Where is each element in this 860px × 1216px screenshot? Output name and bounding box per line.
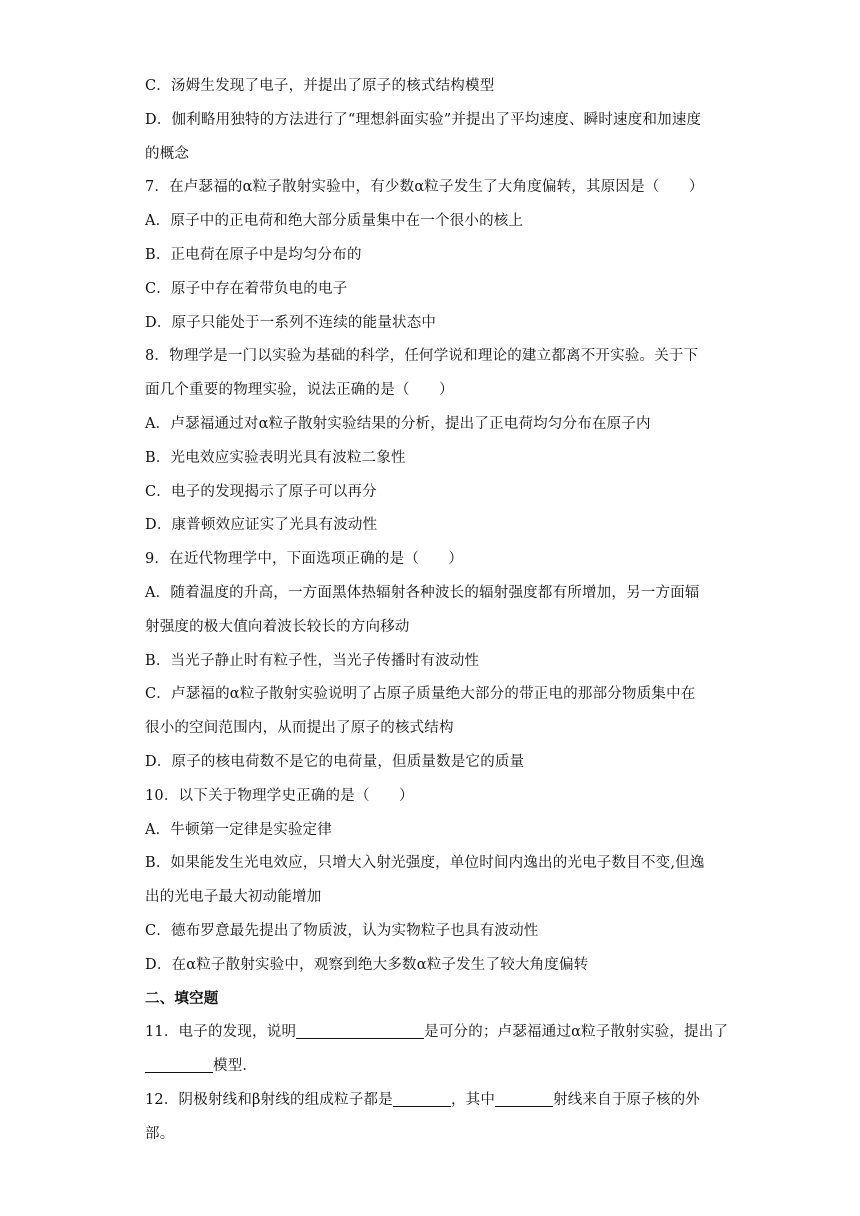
text-line-q8d: D．康普顿效应证实了光具有波动性 [145,517,378,534]
question-11-line-2 [145,1050,720,1084]
answer-blank[interactable] [296,1021,424,1039]
document-page [145,70,729,1152]
text-line-q9a-1: A．随着温度的升高，一方面黑体热辐射各种波长的辐射强度都有所增加，另一方面辐 [145,584,700,601]
text-line-q10d: D．在α粒子散射实验中，观察到绝大多数α粒子发生了较大角度偏转 [145,956,589,973]
text-line-q10b-2: 出的光电子最大初动能增加 [145,889,322,906]
section-title: 二、填空题 [145,990,219,1007]
text-line-q8-2: 面几个重要的物理实验，说法正确的是（ ） [145,382,454,399]
answer-blank[interactable] [393,1089,451,1107]
answer-blank[interactable] [145,1055,213,1073]
text-line-q7d: D．原子只能处于一系列不连续的能量状态中 [145,314,437,331]
text-line-q9c-1: C．卢瑟福的α粒子散射实验说明了占原子质量绝大部分的带正电的那部分物质集中在 [145,686,696,703]
text-line-q7c: C．原子中存在着带负电的电子 [145,280,348,297]
text-line-q9d: D．原子的核电荷数不是它的电荷量，但质量数是它的质量 [145,753,525,770]
text-line-q9: 9．在近代物理学中，下面选项正确的是（ ） [145,551,464,568]
text-line-q9a-2: 射强度的极大值向着波长较长的方向移动 [145,618,410,635]
text-line-q7b: B．正电荷在原子中是均匀分布的 [145,246,362,263]
text-line-q9b: B．当光子静止时有粒子性，当光子传播时有波动性 [145,652,480,669]
question-11-line-1 [145,1016,729,1050]
question-lines [145,70,720,983]
text-line-q9c-2: 很小的空间范围内，从而提出了原子的核式结构 [145,720,454,737]
answer-blank[interactable] [495,1089,553,1107]
question-12-line-1 [145,1084,720,1118]
text-line-q8b: B．光电效应实验表明光具有波粒二象性 [145,449,406,466]
text-line-q6d-1: D．伽利略用独特的方法进行了“理想斜面实验”并提出了平均速度、瞬时速度和加速度 [145,111,702,128]
question-12-text: ，其中 [450,1091,496,1108]
text-line-q10c: C．德布罗意最先提出了物质波，认为实物粒子也具有波动性 [145,922,539,939]
text-line-q6c: C．汤姆生发现了电子，并提出了原子的核式结构模型 [145,78,495,94]
question-11-text: 是可分的；卢瑟福通过α粒子散射实验，提出了 [424,1024,729,1041]
text-line-q10: 10．以下关于物理学史正确的是（ ） [145,787,414,804]
question-12-text: 12．阴极射线和β射线的组成粒子都是 [145,1091,393,1108]
text-line-q7a: A．原子中的正电荷和绝大部分质量集中在一个很小的核上 [145,213,524,230]
text-line-q8a: A．卢瑟福通过对α粒子散射实验结果的分析，提出了正电荷均匀分布在原子内 [145,415,651,432]
text-line-q8-1: 8．物理学是一门以实验为基础的科学，任何学说和理论的建立都离不开实验。关于下 [145,348,699,365]
text-line-q10a: A．牛顿第一定律是实验定律 [145,821,333,838]
text-line-q10b-1: B．如果能发生光电效应，只增大入射光强度，单位时间内逸出的光电子数目不变,但逸 [145,855,705,872]
text-line-q8c: C．电子的发现揭示了原子可以再分 [145,483,377,500]
text-line-q7: 7．在卢瑟福的α粒子散射实验中，有少数α粒子发生了大角度偏转，其原因是（ ） [145,179,704,196]
question-12-line-2: 部。 [145,1125,175,1142]
question-11-text: 模型． [213,1058,258,1075]
question-12-text: 射线来自于原子核的外 [553,1091,701,1108]
text-line-q6d-2: 的概念 [145,145,190,162]
question-11-text: 11．电子的发现，说明 [145,1024,297,1041]
